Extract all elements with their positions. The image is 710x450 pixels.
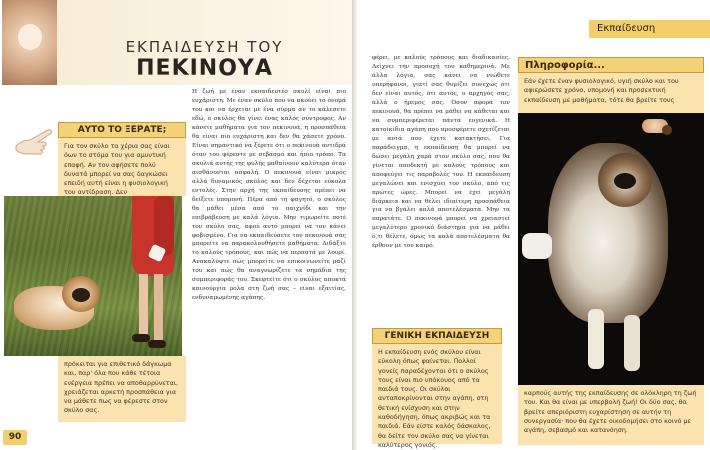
know-box-text-top: Για τον σκύλο τα χέρια σας είναι όων το στόμα του για αμυντική επαφή. Αν τον αφήσετε πολύ δυνατά μπορεί να σας δαγκώσει επειδή αυτή είναι η φυσιολογική του αντίδραση. Δεν (58, 138, 186, 196)
page-title-top: ΕΚΠΑΙΔΕΥΣΗ ΤΟΥ (125, 38, 284, 56)
pointing-hand-icon (14, 124, 54, 158)
main-column-right: φέρει, με καλούς τρόπους και διαδικασίες. Δείχνει την προσοχή του καθημερινά. Με άλλα λόγια, σας κάνει να νιώθετε υπερήφανοι, γιατί σας θυμίζει συνεχώς ότι δεν είναι αυτός, ότι αυτός, ο αρχηγός σας, αλλά ο ήρεμος σας. Όσον αφορά τον πεκινουά, θα πρέπει να μάθει να κάθεται και να συμπεριφέρεται πάντα ευγενικά. Η κατοίκίδια αγάπη που προσφέρετε σχετίζεται με αυτά που έχετε κατακτήσει. Για παράδειγμα, η εκπαίδευση θα μπορεί να δώσει μεγάλη χαρά στον σκύλο σας, που θα γίνεται αποδεκτή με καλούς τρόπους και αποφεύγει τις παραβολές του. Η εκπαίδευση μεγαλώνει και ενισχύει τον σκύλο, από τις πρώτες ώρες. Μπορεί να έχει μεγάλη διάρκεια και να θέλει ιδιαίτερη προσπάθεια για να βγάλει καλά αποτελέσματα. Μην τα παρατάτε. Ο πεκινουά μπορεί να χρειαστεί μεγαλύτερο χρονικό διάστημα για να μάθει ό,τι θέλετε, όμως τα καλά αποτελέσματα θα έρθουν με τον καιρό. (372, 55, 510, 250)
training-box-title: ΓΕΝΙΚΗ ΕΚΠΑΙΔΕΥΣΗ (372, 328, 502, 344)
page-number: 90 (3, 430, 27, 445)
page-title: ΠΕΚΙΝΟΥΑ (136, 56, 273, 81)
pekingese-standing-photo (518, 113, 704, 385)
pekingese-thumbnail-photo (2, 0, 57, 85)
training-box-text: Η εκπαίδευση ενός σκύλου είναι εύκολη όπως φαίνεται. Πολλοί γονείς παραδέχονται ότι ο σκύλος τους είναι πιο υπάκουος από τα παιδιά τους. Οι σκύλοι ανταποκρίνονται στην αγάπη, στη θετική ενίσχυση και στην καθοδήγηση, όπως ακριβώς και τα παιδιά. Εάν είστε καλός δάσκαλος, θα δείτε τον σκύλο σας να γίνεται καλύτερος γονιός. (372, 344, 502, 444)
woman-with-pekingese-photo (4, 196, 182, 356)
info-box-text: Εάν έχετε έναν φυσιολογικό, υγιή σκύλο και του αφιερώσετε χρόνο, υπομονή και προσεκτική εκπαίδευση με μαθήματα, τότε θα βρείτε τους (518, 73, 704, 113)
know-box-title: ΑΥΤΟ ΤΟ ΞΕΡΑΤΕ; (58, 122, 186, 138)
main-column-left: Η ζωή με έναν εκπαιδευτέο σκυλί είναι πιο ευχάριστη. Με έναν σκύλο που να ακούει το όνομά του και να έρχεται με ένα σύρμα αν το κάλεσετε εδώ, ο σκύλος θα γίνει ένας καλός σύντροφος. Αν κάνετε μαθήματα για τον πεκινουά, η προσπάθεια θα είναι πιο ευχάριστη και δεν θα χάσετε χρόνο. Είναι σημαντικό να ξέρετε ότι ο πεκινουά αντιδρά όταν του φέρεστε με σεβασμό και ήπιο τρόπο. Τα σκυλιά αυτής της φυλής μαθαίνουν καλύτερα όταν αισθάνονται ασφαλή. Ο πεκινουά είναι μικρός αλλά δυναμικός σκύλος και δεν δέχεται εύκολα εντολές. Στην αρχή της εκπαίδευσης πρέπει να δείξετε υπομονή. Πέρα από τη φαγητό, ο σκύλος θα μάθει μέσα από το παιχνίδι και την επιβράβευση με καλά λόγια. Μην τιμωρείτε ποτέ τον σκύλο σας, αφού αυτό μπορεί να τον κάνει φοβισμένο. Για να εκπαιδεύσετε τον πεκινουά σας μπορείτε να παρακολουθήσετε μαθήματα. Διδάξτε το καλούς τρόπους, και πώς να περπατά με λουρί. Ανακαλύψτε πώς μπορείτε να επικοινωνείτε μαζί του και πώς θα αναγνωρίζετε τα σημάδια της συμπεριφοράς του. Σκεφτείτε ότι ο σκύλος αποκτά καινούργια ρολα στη ζωή σας – είναι εξαιτίας, ενδυναμωμένης αγάπης. (192, 89, 346, 302)
photo-caption: καρπούς αυτής της εκπαίδευσης σε ολόκληρη τη ζωή του. Και θα είναι με υπερβολή ζωή! Οι δύο σας, θα βρείτε απεριόριστη ευχαρίστηση σε αυτήν τη συνεργασία· που θα έχετε οικοδομήσει στο κοινό με αγάπη, σεβασμό και κατανόηση. (518, 385, 704, 445)
know-box-text-bottom: πρόκειται για επιθετικό δάγκωμα και, παρ' όλα που κάθε τέτοια ενέργεια πρέπει να αποθαρρύνεται, χρειάζεται αρκετή προσπάθεια για να μάθετε πως να φέρεστε στον σκύλο σας. (58, 356, 186, 422)
info-box-title: Πληροφορία... (518, 57, 704, 73)
left-page (0, 0, 352, 450)
chapter-tab: Εκπαίδευση (589, 20, 710, 38)
